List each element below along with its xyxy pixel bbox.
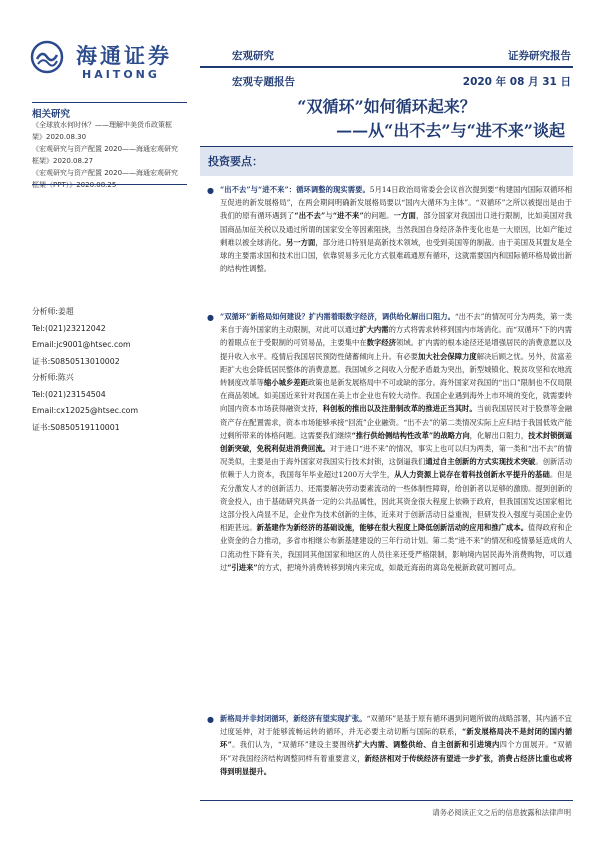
emphasis-run: 数字经济 — [366, 338, 397, 348]
emphasis-run: 另一方面 — [286, 237, 316, 247]
text-run: 5月14日政治局常委会会议首次提到要“构建国内国际双循环相互促进的新发展格局”，在两会期间明确新发展格局要以“国内大循环为主体”。“双循环”之所以被提出是由于我们的原有循环遇到了 — [220, 185, 573, 221]
sidebar-divider-bottom — [32, 184, 187, 185]
haitong-logo-icon — [30, 40, 64, 74]
emphasis-run: 一方面 — [393, 211, 416, 221]
emphasis-run: 新经济相对于传统经济有望进一步扩张，消费占经济比重也或将得到明显提升。 — [220, 753, 573, 776]
text-run: “双循环”是基于原有循环遇到问题所做的战略部署，其内涵不宜过度延伸，对于能够流畅运转的循环，并无必要主动切断与国际的联系， — [220, 714, 572, 737]
emphasis-run: 从人力资源上说存在着科技创新水平提升的基础 — [394, 470, 550, 480]
bullet-icon: ● — [207, 715, 214, 724]
emphasis-run: 新基建作为新经济的基础设施，能够在很大程度上降低创新活动的应用和推广成本。 — [256, 523, 529, 533]
text-run: 。但是充分激发人才的创新活力、还需要解决劳动要素流动的一些体制性障碍，给创新者以足够的激励。提到创新的资金投入，由于基础研究具备一定的公共品属性，因此其资金很大程度上依赖于政府，但我国国发达国家相比这部分投入尚显不足，企业作为技术创新的主体，近来对于创新活动日益重视，但研发投入强度与美国企业仍相距甚远。 — [220, 470, 573, 533]
emphasis-run: “新发展格局决不是封闭的国内循环” — [220, 727, 573, 750]
key-point-2-heading: “双循环”新格局如何建设？扩内需着眼数字经济，调供给化解出口阻力。 — [220, 312, 455, 321]
key-point-1-heading: “出不去”与“进不来”：循环调整的现实需要。 — [220, 185, 370, 194]
related-heading: 相关研究 — [32, 109, 71, 120]
bullet-icon: ● — [207, 313, 214, 322]
text-run: 值得政府和企业资金的合力推动，多省市相继公布新基建建设的三年行动计划。第二类“进不来”的情况和疫情暴延造成的人口流动性下降有关，我国同其他国家和地区的人员往来还受严格限制，影响境内居民海外消费购物，可以通过 — [220, 523, 572, 572]
analyst-email[interactable]: Email:cx12025@htsec.com — [32, 406, 139, 415]
emphasis-run: 缩小城乡差距 — [263, 378, 308, 388]
text-run: ，化解出口阻力， — [469, 430, 529, 440]
analyst-tel: Tel:(021)23212042 — [32, 323, 106, 333]
report-sub-type: 宏观专题报告 — [232, 76, 295, 88]
report-category: 证券研究报告 — [508, 50, 571, 62]
emphasis-run: 加大社会保障力度 — [418, 351, 477, 361]
related-item[interactable]: 《宏观研究与资产配置 2020——海通宏观研究框架》2020.08.27 — [32, 145, 179, 165]
text-run: 解决后顾之忧。另外，贫富差距扩大也会降低居民整体的消费意愿。我国城乡之间收入分配矛盾最为突出，新型城镇化、脱贫攻坚和农地流转制度改革等 — [220, 351, 573, 388]
emphasis-run: 扩大内需、调整供给、自主创新和引进境内 — [354, 740, 500, 750]
text-run: 四个方面展开。“双循环”对我国经济结构调整同样有着重要意义， — [220, 740, 573, 763]
report-date: 2020 年 08 月 31 日 — [462, 76, 571, 88]
text-run: ，部分国家对我国出口进行限制，比如美国对我国商品加征关税以及通过所谓的国家安全等因素阻挠，当然我国自身经济条件变化也是一大原因，比如产能过剩难以被全球消化。 — [220, 211, 573, 247]
report-type: 宏观研究 — [232, 50, 274, 62]
key-points-header — [200, 146, 573, 176]
emphasis-run: 技术封锁倒逼创新突破，免税利促进消费回流。 — [220, 430, 573, 454]
key-point-2 — [220, 310, 572, 574]
bullet-icon: ● — [207, 186, 214, 195]
text-run: 的方式，把境外消费转移到境内来完成，如最近海南的离岛免税新政就可圆可点。 — [257, 562, 521, 572]
text-run: ，部分进口特别是高新技术领域，也受到美国等的制裁。由于美国及其盟友是全球的主要需求国和技术出口国，依靠贸易多元化方式很难疏通原有循环，这就需要国内和国际循环格局做出新的结构性调整。 — [220, 237, 573, 274]
analyst-email[interactable]: Email:jc9001@htsec.com — [32, 340, 131, 349]
emphasis-run: 科创板的推出以及注册制改革的推进正当其时。 — [322, 404, 477, 414]
text-run: 当前我国居民对于股票等金融资产存在配置需求，资本市场能够承接“回流”企业融资。“出不去”的第二类情况实际上应归结于我国低效产能过剩所带来的体格问题。这需要我们继续 — [220, 404, 573, 440]
text-run: 的方式将需求转移到国内市场消化。而“双循环”下的内需的着眼点在于受限制的可贸易品，主要集中在 — [220, 325, 572, 348]
emphasis-run: “出不去” — [294, 211, 326, 221]
related-item[interactable]: 《全球放水何时休？——理解中美货币政策框架》2020.08.30 — [32, 121, 172, 141]
text-run: 与 — [325, 211, 333, 221]
text-run: 。创新活动依赖于人力资本，我国每年毕业超过1200万大学生， — [220, 457, 573, 480]
key-point-1 — [220, 183, 572, 275]
text-run: “出不去”的情况可分为两类，第一类来自于海外国家的主动限制，对此可以通过 — [220, 312, 572, 335]
analyst-block-2 — [32, 370, 192, 436]
sidebar-divider-top — [32, 102, 187, 103]
emphasis-run: 扩大内需 — [359, 325, 389, 335]
footer-disclaimer[interactable]: 请务必阅读正文之后的信息披露和法律声明 — [432, 808, 571, 817]
emphasis-run: “引进来” — [227, 562, 258, 572]
report-title-line2: ——从“出不去”与“进不来”谈起 — [336, 121, 565, 140]
emphasis-run: 通过自主创新的方式实现技术突破 — [425, 457, 536, 467]
emphasis-run: “推行供给侧结构性改革”的战略方向 — [351, 430, 470, 440]
text-run: 的问题。 — [363, 211, 394, 221]
analyst-block-1 — [32, 304, 192, 370]
key-point-3-heading: 新格局并非封闭循环，新经济有望实现扩张。 — [220, 714, 367, 723]
key-points-title: 投资要点： — [208, 155, 263, 168]
analyst-tel: Tel:(021)23154504 — [32, 389, 106, 399]
text-run: 政策也是新发展格局中不可或缺的部分。海外国家对我国的“出口”限制也不仅局限在商品领域。如美国近来针对我国在美上市企业也有较大动作。我国企业遇到海外上市环境的变化，就需要转向国内资本市场获得融资支持， — [220, 378, 573, 414]
brand-name-en: HAITONG — [82, 68, 160, 81]
footer-divider — [200, 800, 573, 801]
analyst-name: 分析师:陈兴 — [32, 373, 74, 382]
related-list — [32, 120, 182, 192]
related-item[interactable]: 《宏观研究与资产配置 2020——海通宏观研究 — [32, 169, 179, 177]
brand-name-cn: 海通证券 — [76, 43, 172, 68]
analyst-cert: 证书:S0850513010002 — [32, 356, 120, 366]
emphasis-run: “进不来” — [332, 211, 364, 221]
analyst-name: 分析师:姜超 — [32, 307, 74, 316]
key-point-3 — [220, 712, 572, 778]
brand-logo — [30, 34, 185, 84]
text-run: 领域。扩内需的根本途径还是增强居民的消费意愿以及提升收入水平。疫情后我国居民预防性储蓄倾向上升。有必要 — [220, 338, 573, 361]
analyst-cert: 证书:S0850519110001 — [32, 422, 120, 432]
text-run: 。我们认为，“双循环”建设主要围绕 — [231, 740, 355, 750]
text-run: 对于进口“进不来”的情况，事实上也可以归为两类，第一类和“出不去”的情况类似，主要是由于海外国家对我国实行技术封锁，这倒逼我们 — [220, 444, 572, 467]
report-title-line1: “双循环”如何循环起来？ — [297, 97, 476, 116]
header-divider — [200, 66, 573, 68]
